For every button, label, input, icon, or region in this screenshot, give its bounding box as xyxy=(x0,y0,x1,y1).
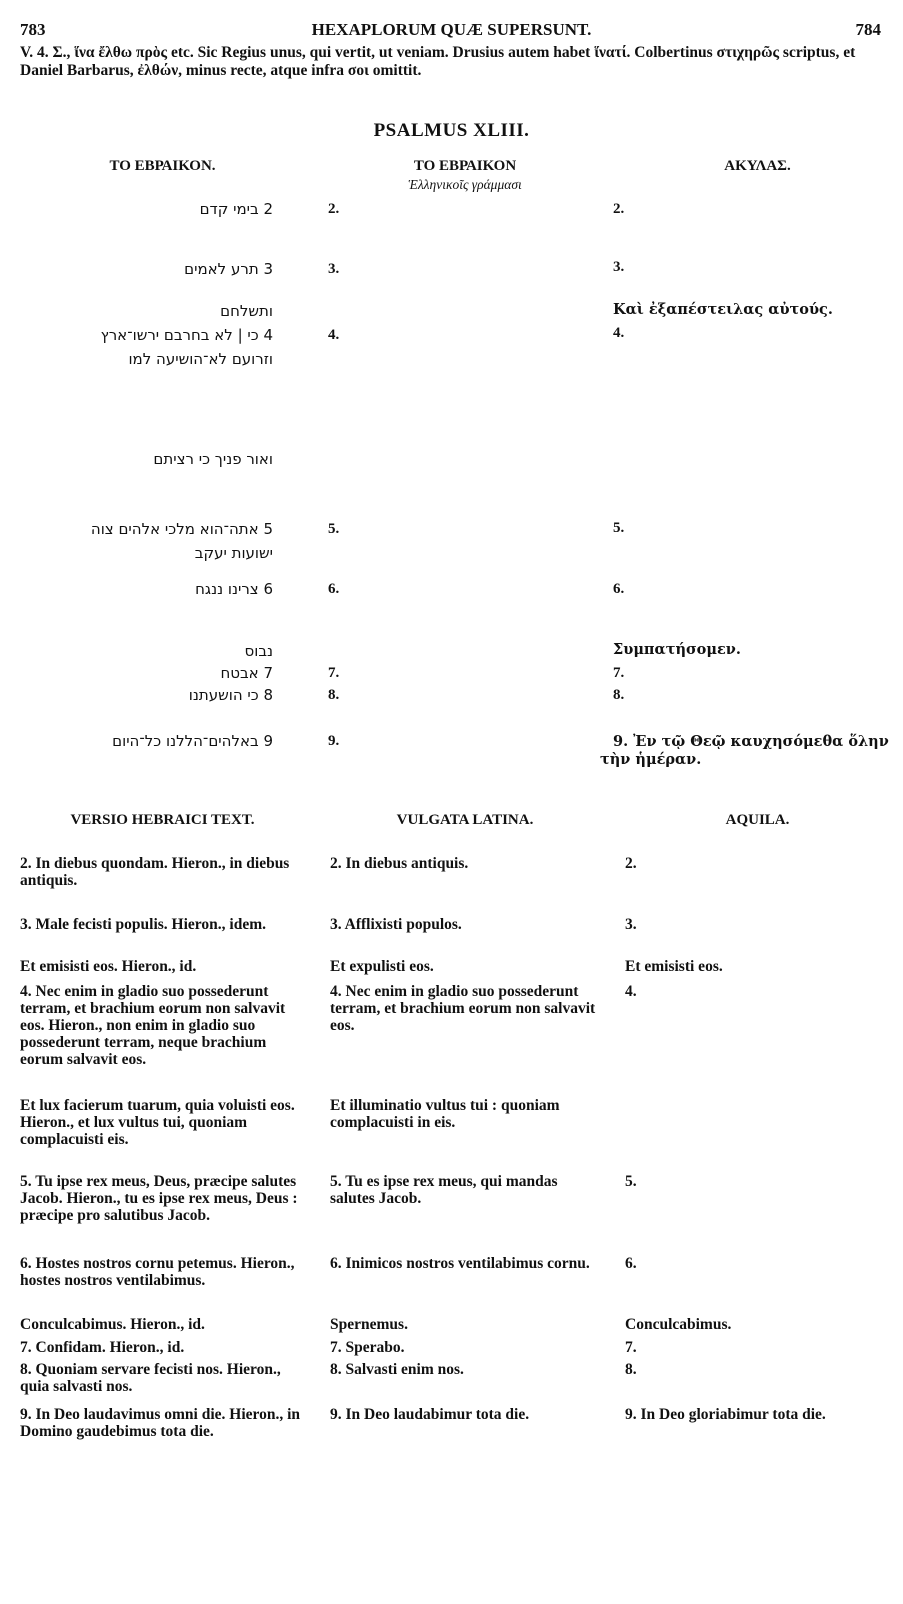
aquila-greek-line: 5. xyxy=(613,520,625,536)
critical-note: V. 4. Σ., ἵνα ἔλθω πρὸς etc. Sic Regius unus, qui vertit, ut veniam. Drusius autem habet ἵνατί. Colbertinus στιχηρῶς scriptus, et Daniel Barbarus, ἐλθών, minus recte, atque infra σοι omittit. xyxy=(20,44,856,79)
aquila-latin-entry: Conculcabimus. xyxy=(625,1316,732,1333)
vulgata-entry: 4. Nec enim in gladio suo possederunt terram, et brachium eorum non salvavit eos. xyxy=(330,983,596,1034)
versio-entry: 9. In Deo laudavimus omni die. Hieron., in Domino gaudebimus tota die. xyxy=(20,1406,301,1440)
aquila-latin-entry: 3. xyxy=(625,916,637,933)
hebrew-line: וזרועם לא־הושיעה למו xyxy=(128,350,273,368)
versio-entry: 3. Male fecisti populis. Hieron., idem. xyxy=(20,916,266,933)
versio-entry: 7. Confidam. Hieron., id. xyxy=(20,1339,185,1356)
hebrew-line: ותשלחם xyxy=(220,302,273,320)
verse-number: 9. xyxy=(328,733,340,749)
vulgata-entry: Et illuminatio vultus tui : quoniam complacuisti in eis. xyxy=(330,1097,560,1131)
versio-entry: 4. Nec enim in gladio suo possederunt terram, et brachium eorum non salvavit eos. Hieron., non enim in gladio suo possederunt terram, neque brachium eorum salvavit eos. xyxy=(20,983,286,1068)
hebrew-line: 3 תרע לאמים xyxy=(184,260,273,278)
verse-number: 4. xyxy=(328,327,340,343)
versio-entry: 6. Hostes nostros cornu petemus. Hieron., hostes nostros ventilabimus. xyxy=(20,1255,295,1289)
verse-number: 6. xyxy=(328,581,340,597)
vulgata-entry: Et expulisti eos. xyxy=(330,958,434,975)
hebrew-line: ואור פניך כי רציתם xyxy=(153,450,273,468)
running-title: HEXAPLORUM QUÆ SUPERSUNT. xyxy=(311,20,592,39)
hebrew-line: 8 כי הושעתנו xyxy=(188,686,273,704)
aquila-greek-line: 4. xyxy=(613,325,625,341)
aquila-latin-column-header: AQUILA. xyxy=(725,812,790,828)
vulgata-column-header: VULGATA LATINA. xyxy=(396,812,534,828)
vulgata-entry: 2. In diebus antiquis. xyxy=(330,855,469,872)
psalm-title: PSALMUS XLIII. xyxy=(373,120,530,141)
aquila-latin-entry: 5. xyxy=(625,1173,637,1190)
aquila-latin-entry: 2. xyxy=(625,855,637,872)
hebrew-line: 9 באלהים־הללנו כל־היום xyxy=(112,732,273,750)
aquila-greek-line: Καὶ ἐξαπέστειλας αὐτούς. xyxy=(613,301,833,318)
hebrew-line: 7 אבטח xyxy=(220,664,273,682)
vulgata-entry: Spernemus. xyxy=(330,1316,408,1333)
versio-entry: 2. In diebus quondam. Hieron., in diebus antiquis. xyxy=(20,855,290,889)
verse-number: 2. xyxy=(328,201,340,217)
aquila-latin-entry: 7. xyxy=(625,1339,637,1356)
aquila-latin-entry: 8. xyxy=(625,1361,637,1378)
versio-column-header: VERSIO HEBRAICI TEXT. xyxy=(70,812,255,828)
aquila-latin-entry: Et emisisti eos. xyxy=(625,958,723,975)
transliteration-column-header: ΤΟ ΕΒΡΑΙΚΟΝ xyxy=(413,158,517,174)
aquila-greek-line: 7. xyxy=(613,665,625,681)
versio-entry: Et lux facierum tuarum, quia voluisti eos. Hieron., et lux vultus tui, quoniam complacuisti eis. xyxy=(20,1097,295,1148)
aquila-latin-entry: 6. xyxy=(625,1255,637,1272)
page-number-right: 784 xyxy=(855,20,881,39)
vulgata-entry: 9. In Deo laudabimur tota die. xyxy=(330,1406,530,1423)
aquila-greek-line: τὴν ἡμέραν. xyxy=(600,751,702,768)
versio-entry: 5. Tu ipse rex meus, Deus, præcipe salutes Jacob. Hieron., tu es ipse rex meus, Deus : præcipe pro salutibus Jacob. xyxy=(20,1173,298,1224)
verse-number: 7. xyxy=(328,665,340,681)
versio-entry: Conculcabimus. Hieron., id. xyxy=(20,1316,205,1333)
transliteration-column-subtitle: Ἑλληνικοῖς γράμμασι xyxy=(408,177,522,192)
aquila-latin-entry: 4. xyxy=(625,983,637,1000)
hebrew-line: נבוס xyxy=(244,642,273,660)
page-number-left: 783 xyxy=(20,20,46,39)
aquila-greek-line: 6. xyxy=(613,581,625,597)
aquila-greek-line: Συμπατήσομεν. xyxy=(613,641,741,658)
aquila-latin-entry: 9. In Deo gloriabimur tota die. xyxy=(625,1406,826,1423)
verse-number: 8. xyxy=(328,687,340,703)
vulgata-entry: 6. Inimicos nostros ventilabimus cornu. xyxy=(330,1255,590,1272)
hebrew-line: 5 אתה־הוא מלכי אלהים צוה xyxy=(90,520,273,538)
vulgata-entry: 3. Afflixisti populos. xyxy=(330,916,462,933)
hebrew-column-header: ΤΟ ΕΒΡΑΙΚΟΝ. xyxy=(109,158,216,174)
aquila-greek-line: 3. xyxy=(613,259,625,275)
vulgata-entry: 7. Sperabo. xyxy=(330,1339,405,1356)
vulgata-entry: 8. Salvasti enim nos. xyxy=(330,1361,464,1378)
verse-number: 5. xyxy=(328,521,340,537)
vulgata-entry: 5. Tu es ipse rex meus, qui mandas salutes Jacob. xyxy=(330,1173,558,1207)
versio-entry: 8. Quoniam servare fecisti nos. Hieron., quia salvasti nos. xyxy=(20,1361,281,1395)
aquila-greek-line: 9. Ἐν τῷ Θεῷ καυχησόμεθα ὅλην xyxy=(613,733,889,750)
versio-entry: Et emisisti eos. Hieron., id. xyxy=(20,958,197,975)
aquila-greek-line: 8. xyxy=(613,687,625,703)
hebrew-line: 6 צרינו ננגח xyxy=(195,580,273,598)
aquila-greek-column-header: ΑΚΥΛΑΣ. xyxy=(724,158,791,174)
hebrew-line: 4 כי | לא בחרבם ירשו־ארץ xyxy=(100,326,273,344)
hebrew-line: ישועות יעקב xyxy=(194,544,273,562)
verse-number: 3. xyxy=(328,261,340,277)
hebrew-line: 2 בימי קדם xyxy=(199,200,273,218)
aquila-greek-line: 2. xyxy=(613,201,625,217)
